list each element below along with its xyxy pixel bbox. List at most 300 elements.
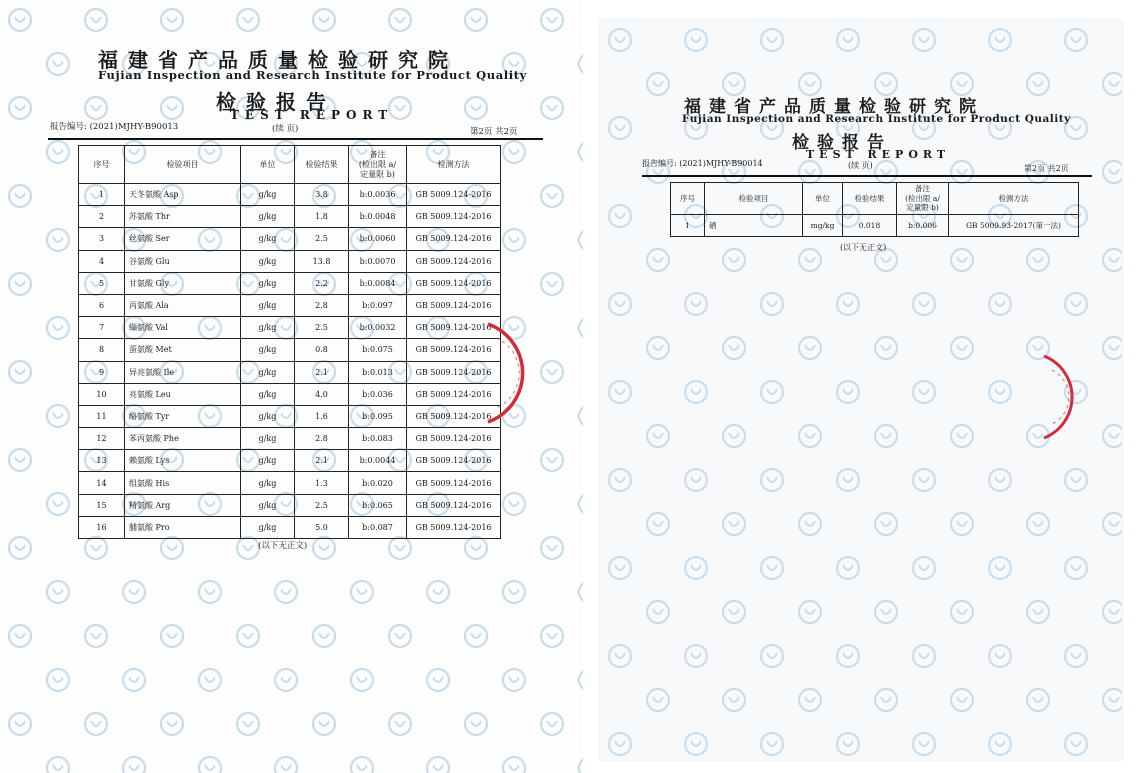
watermark-logo-icon — [47, 141, 69, 163]
watermark-logo-icon — [579, 669, 583, 691]
watermark-logo-icon — [9, 713, 31, 735]
cell-no: 7 — [79, 317, 125, 339]
cell-remark: b:0.0060 — [349, 228, 407, 250]
watermark-logo-icon — [351, 669, 373, 691]
cell-method: GB 5009.124-2016 — [407, 494, 501, 516]
cell-no: 12 — [79, 428, 125, 450]
cell-unit: mg/kg — [803, 215, 843, 237]
header-col-no: 序号 — [671, 183, 705, 215]
cell-item: 亮氨酸 Leu — [125, 383, 241, 405]
watermark-logo-icon — [9, 537, 31, 559]
cell-unit: g/kg — [241, 405, 295, 427]
table-row — [79, 516, 501, 538]
watermark-logo-icon — [427, 757, 449, 773]
watermark-logo-icon — [1065, 557, 1087, 579]
cell-unit: g/kg — [241, 206, 295, 228]
cell-item: 精氨酸 Arg — [125, 494, 241, 516]
watermark-logo-icon — [389, 537, 411, 559]
watermark-logo-icon — [1103, 601, 1122, 623]
watermark-logo-icon — [1065, 293, 1087, 315]
watermark-logo-icon — [609, 381, 631, 403]
cell-item: 脯氨酸 Pro — [125, 516, 241, 538]
watermark-logo-icon — [799, 513, 821, 535]
watermark-logo-icon — [9, 9, 31, 31]
cell-result: 3.8 — [295, 184, 349, 206]
results-table — [670, 182, 1079, 237]
table-row — [79, 317, 501, 339]
watermark-logo-icon — [1065, 645, 1087, 667]
cell-no: 14 — [79, 472, 125, 494]
cell-no: 16 — [79, 516, 125, 538]
watermark-logo-icon — [161, 625, 183, 647]
watermark-logo-icon — [1103, 249, 1122, 271]
watermark-logo-icon — [761, 733, 783, 755]
watermark-logo-icon — [579, 405, 583, 427]
watermark-logo-icon — [541, 185, 563, 207]
cell-method: GB 5009.93-2017(第一法) — [949, 215, 1079, 237]
watermark-logo-icon — [9, 625, 31, 647]
institute-name-cn: 福建省产品质量检验研究院 — [98, 48, 458, 72]
watermark-logo-icon — [1103, 425, 1122, 447]
watermark-logo-icon — [951, 249, 973, 271]
watermark-logo-icon — [609, 469, 631, 491]
cell-remark: b:0.087 — [349, 516, 407, 538]
watermark-logo-icon — [723, 601, 745, 623]
cell-result: 0.018 — [843, 215, 897, 237]
cell-item: 异亮氨酸 Ile — [125, 361, 241, 383]
cell-item: 赖氨酸 Lys — [125, 450, 241, 472]
cell-unit: g/kg — [241, 516, 295, 538]
header-col-unit: 单位 — [241, 146, 295, 184]
watermark-logo-icon — [427, 669, 449, 691]
watermark-logo-icon — [761, 645, 783, 667]
cell-item: 苯丙氨酸 Phe — [125, 428, 241, 450]
watermark-logo-icon — [685, 293, 707, 315]
watermark-logo-icon — [9, 449, 31, 471]
watermark-logo-icon — [237, 9, 259, 31]
watermark-logo-icon — [1027, 689, 1049, 711]
watermark-logo-icon — [541, 713, 563, 735]
watermark-logo-icon — [351, 757, 373, 773]
table-row — [79, 472, 501, 494]
watermark-logo-icon — [951, 689, 973, 711]
watermark-logo-icon — [47, 405, 69, 427]
watermark-logo-icon — [465, 97, 487, 119]
report-page-right — [600, 20, 1122, 760]
cell-method: GB 5009.124-2016 — [407, 184, 501, 206]
official-seal-stamp — [1040, 352, 1080, 442]
watermark-logo-icon — [609, 29, 631, 51]
table-row — [79, 250, 501, 272]
cell-unit: g/kg — [241, 250, 295, 272]
cell-item: 天冬氨酸 Asp — [125, 184, 241, 206]
watermark-logo-icon — [47, 229, 69, 251]
cell-no: 9 — [79, 361, 125, 383]
header-col-no: 序号 — [79, 146, 125, 184]
watermark-logo-icon — [685, 645, 707, 667]
cell-result: 2.5 — [295, 228, 349, 250]
watermark-logo-icon — [1027, 513, 1049, 535]
watermark-logo-icon — [47, 669, 69, 691]
table-row — [79, 339, 501, 361]
watermark-logo-icon — [609, 557, 631, 579]
cell-result: 13.8 — [295, 250, 349, 272]
cell-method: GB 5009.124-2016 — [407, 206, 501, 228]
cell-unit: g/kg — [241, 472, 295, 494]
cell-no: 6 — [79, 294, 125, 316]
watermark-logo-icon — [503, 141, 525, 163]
table-row — [79, 361, 501, 383]
watermark-logo-icon — [723, 513, 745, 535]
header-col-item: 检验项目 — [705, 183, 803, 215]
watermark-logo-icon — [503, 669, 525, 691]
watermark-logo-icon — [541, 449, 563, 471]
cell-unit: g/kg — [241, 272, 295, 294]
watermark-logo-icon — [313, 713, 335, 735]
watermark-logo-icon — [503, 229, 525, 251]
header-col-method: 检测方法 — [949, 183, 1079, 215]
cell-remark: b:0.036 — [349, 383, 407, 405]
watermark-logo-icon — [1103, 73, 1122, 95]
watermark-logo-icon — [579, 229, 583, 251]
watermark-logo-icon — [9, 185, 31, 207]
cell-item: 硒 — [705, 215, 803, 237]
watermark-logo-icon — [541, 537, 563, 559]
watermark-logo-icon — [47, 493, 69, 515]
watermark-logo-icon — [875, 425, 897, 447]
watermark-logo-icon — [723, 425, 745, 447]
cell-item: 组氨酸 His — [125, 472, 241, 494]
watermark-logo-icon — [723, 337, 745, 359]
watermark-logo-icon — [989, 733, 1011, 755]
watermark-logo-icon — [951, 161, 973, 183]
watermark-logo-icon — [465, 713, 487, 735]
watermark-logo-icon — [85, 9, 107, 31]
cell-no: 1 — [671, 215, 705, 237]
watermark-logo-icon — [609, 733, 631, 755]
watermark-logo-icon — [9, 97, 31, 119]
cell-method: GB 5009.124-2016 — [407, 228, 501, 250]
watermark-logo-icon — [837, 645, 859, 667]
watermark-logo-icon — [503, 493, 525, 515]
header-col-method: 检测方法 — [407, 146, 501, 184]
cell-result: 1.8 — [295, 206, 349, 228]
watermark-logo-icon — [85, 625, 107, 647]
cell-result: 5.0 — [295, 516, 349, 538]
watermark-logo-icon — [465, 625, 487, 647]
watermark-logo-icon — [875, 513, 897, 535]
header-rule — [642, 175, 1092, 177]
cell-remark: b:0.0036 — [349, 184, 407, 206]
cell-method: GB 5009.124-2016 — [407, 317, 501, 339]
cell-method: GB 5009.124-2016 — [407, 428, 501, 450]
watermark-logo-icon — [951, 337, 973, 359]
table-row — [79, 405, 501, 427]
watermark-logo-icon — [837, 293, 859, 315]
results-table — [78, 145, 501, 539]
watermark-logo-icon — [275, 669, 297, 691]
watermark-logo-icon — [275, 581, 297, 603]
watermark-logo-icon — [161, 713, 183, 735]
cell-result: 2.8 — [295, 294, 349, 316]
watermark-logo-icon — [723, 249, 745, 271]
table-row — [79, 228, 501, 250]
watermark-logo-icon — [989, 645, 1011, 667]
watermark-logo-icon — [579, 141, 583, 163]
report-number: 报告编号: (2021)MJHY-B90013 — [50, 122, 179, 132]
cell-result: 4.0 — [295, 383, 349, 405]
watermark-logo-icon — [465, 9, 487, 31]
watermark-logo-icon — [541, 361, 563, 383]
cell-remark: b:0.0084 — [349, 272, 407, 294]
cell-unit: g/kg — [241, 494, 295, 516]
watermark-logo-icon — [161, 537, 183, 559]
watermark-logo-icon — [761, 381, 783, 403]
watermark-logo-icon — [47, 317, 69, 339]
watermark-logo-icon — [609, 205, 631, 227]
watermark-logo-icon — [1027, 249, 1049, 271]
watermark-logo-icon — [837, 381, 859, 403]
watermark-logo-icon — [541, 97, 563, 119]
watermark-logo-icon — [913, 381, 935, 403]
cell-no: 8 — [79, 339, 125, 361]
cell-remark: b:0.0032 — [349, 317, 407, 339]
watermark-logo-icon — [647, 601, 669, 623]
watermark-logo-icon — [951, 513, 973, 535]
cell-unit: g/kg — [241, 383, 295, 405]
report-title-en: TEST REPORT — [230, 108, 394, 122]
watermark-logo-icon — [199, 669, 221, 691]
table-row — [79, 294, 501, 316]
watermark-logo-icon — [951, 425, 973, 447]
header-col-item: 检验项目 — [125, 146, 241, 184]
watermark-logo-icon — [799, 425, 821, 447]
watermark-logo-icon — [503, 581, 525, 603]
cell-result: 2.2 — [295, 272, 349, 294]
cell-no: 2 — [79, 206, 125, 228]
end-of-text-note: (以下无正文) — [258, 541, 308, 551]
watermark-logo-icon — [541, 273, 563, 295]
cell-no: 10 — [79, 383, 125, 405]
cell-no: 15 — [79, 494, 125, 516]
watermark-logo-icon — [799, 161, 821, 183]
watermark-logo-icon — [313, 625, 335, 647]
watermark-logo-icon — [1065, 733, 1087, 755]
watermark-logo-icon — [989, 381, 1011, 403]
cell-unit: g/kg — [241, 428, 295, 450]
cell-no: 1 — [79, 184, 125, 206]
watermark-logo-icon — [47, 581, 69, 603]
watermark-logo-icon — [47, 757, 69, 773]
watermark-logo-icon — [875, 337, 897, 359]
cell-unit: g/kg — [241, 339, 295, 361]
watermark-logo-icon — [237, 713, 259, 735]
cell-remark: b:0.0044 — [349, 450, 407, 472]
official-seal-stamp — [482, 318, 542, 428]
watermark-logo-icon — [799, 249, 821, 271]
cell-remark: b:0.020 — [349, 472, 407, 494]
cell-method: GB 5009.124-2016 — [407, 272, 501, 294]
watermark-logo-icon — [313, 537, 335, 559]
watermark-logo-icon — [237, 537, 259, 559]
watermark-logo-icon — [199, 581, 221, 603]
watermark-logo-icon — [579, 581, 583, 603]
table-row — [79, 428, 501, 450]
watermark-logo-icon — [647, 425, 669, 447]
cell-remark: b:0.095 — [349, 405, 407, 427]
cell-remark: b:0.097 — [349, 294, 407, 316]
cell-item: 苏氨酸 Thr — [125, 206, 241, 228]
table-row — [79, 184, 501, 206]
cell-remark: b:0.065 — [349, 494, 407, 516]
report-title-cn: 检验报告 — [216, 90, 336, 114]
watermark-logo-icon — [1103, 689, 1122, 711]
watermark-logo-icon — [913, 645, 935, 667]
cell-no: 5 — [79, 272, 125, 294]
cell-method: GB 5009.124-2016 — [407, 383, 501, 405]
watermark-logo-icon — [313, 9, 335, 31]
watermark-logo-icon — [837, 469, 859, 491]
cell-no: 4 — [79, 250, 125, 272]
cell-method: GB 5009.124-2016 — [407, 450, 501, 472]
watermark-logo-icon — [761, 557, 783, 579]
cell-remark: b:0.0070 — [349, 250, 407, 272]
cell-remark: b:0.006 — [897, 215, 949, 237]
watermark-logo-icon — [237, 625, 259, 647]
watermark-logo-icon — [579, 53, 583, 75]
watermark-logo-icon — [989, 557, 1011, 579]
watermark-logo-icon — [951, 601, 973, 623]
watermark-logo-icon — [875, 689, 897, 711]
watermark-logo-icon — [503, 757, 525, 773]
watermark-logo-icon — [647, 689, 669, 711]
header-col-remark: 备注 (检出限 a/ 定量限 b) — [349, 146, 407, 184]
watermark-logo-icon — [123, 669, 145, 691]
cell-method: GB 5009.124-2016 — [407, 294, 501, 316]
watermark-logo-icon — [465, 537, 487, 559]
report-number: 报告编号: (2021)MJHY-B90014 — [642, 159, 763, 168]
cell-unit: g/kg — [241, 184, 295, 206]
watermark-logo-icon — [427, 581, 449, 603]
continued-label: (续 页) — [848, 161, 873, 170]
watermark-logo-icon — [913, 469, 935, 491]
watermark-logo-icon — [609, 293, 631, 315]
page-indicator: 第2页 共2页 — [1024, 164, 1069, 173]
header-rule — [48, 138, 543, 140]
watermark-logo-icon — [1027, 601, 1049, 623]
watermark-logo-icon — [541, 625, 563, 647]
table-row — [79, 206, 501, 228]
cell-unit: g/kg — [241, 317, 295, 339]
header-col-remark: 备注 (检出限 a/ 定量限 b) — [897, 183, 949, 215]
cell-method: GB 5009.124-2016 — [407, 250, 501, 272]
cell-method: GB 5009.124-2016 — [407, 361, 501, 383]
header-col-unit: 单位 — [803, 183, 843, 215]
watermark-logo-icon — [761, 469, 783, 491]
watermark-logo-icon — [685, 557, 707, 579]
watermark-logo-icon — [913, 557, 935, 579]
watermark-logo-icon — [837, 557, 859, 579]
watermark-logo-icon — [161, 9, 183, 31]
table-row — [79, 450, 501, 472]
watermark-logo-icon — [799, 337, 821, 359]
watermark-logo-icon — [579, 757, 583, 773]
institute-name-en: Fujian Inspection and Research Institute for Product Quality — [98, 68, 527, 82]
watermark-logo-icon — [541, 9, 563, 31]
watermark-logo-icon — [913, 293, 935, 315]
table-row — [79, 272, 501, 294]
cell-unit: g/kg — [241, 450, 295, 472]
table-row — [79, 494, 501, 516]
report-title-en: TEST REPORT — [806, 148, 951, 161]
watermark-logo-icon — [685, 469, 707, 491]
cell-remark: b:0.013 — [349, 361, 407, 383]
watermark-logo-icon — [47, 53, 69, 75]
watermark-logo-icon — [389, 9, 411, 31]
watermark-logo-icon — [85, 537, 107, 559]
watermark-logo-icon — [1103, 161, 1122, 183]
report-title-cn: 检验报告 — [792, 133, 892, 153]
cell-method: GB 5009.124-2016 — [407, 472, 501, 494]
watermark-logo-icon — [275, 757, 297, 773]
watermark-logo-icon — [9, 361, 31, 383]
watermark-logo-icon — [685, 381, 707, 403]
watermark-logo-icon — [799, 689, 821, 711]
watermark-logo-icon — [161, 97, 183, 119]
cell-unit: g/kg — [241, 294, 295, 316]
watermark-logo-icon — [85, 713, 107, 735]
cell-result: 1.3 — [295, 472, 349, 494]
watermark-logo-icon — [609, 645, 631, 667]
watermark-logo-icon — [647, 513, 669, 535]
watermark-logo-icon — [685, 29, 707, 51]
watermark-logo-icon — [685, 733, 707, 755]
watermark-logo-icon — [85, 97, 107, 119]
cell-item: 缬氨酸 Val — [125, 317, 241, 339]
watermark-logo-icon — [989, 29, 1011, 51]
watermark-logo-icon — [799, 601, 821, 623]
watermark-logo-icon — [1065, 469, 1087, 491]
cell-result: 1.6 — [295, 405, 349, 427]
cell-no: 11 — [79, 405, 125, 427]
cell-item: 丙氨酸 Ala — [125, 294, 241, 316]
cell-item: 蛋氨酸 Met — [125, 339, 241, 361]
watermark-logo-icon — [723, 689, 745, 711]
cell-item: 谷氨酸 Glu — [125, 250, 241, 272]
watermark-logo-icon — [647, 249, 669, 271]
watermark-logo-icon — [913, 29, 935, 51]
header-col-result: 检验结果 — [843, 183, 897, 215]
cell-result: 2.5 — [295, 494, 349, 516]
cell-method: GB 5009.124-2016 — [407, 405, 501, 427]
watermark-logo-icon — [9, 273, 31, 295]
watermark-logo-icon — [647, 73, 669, 95]
cell-method: GB 5009.124-2016 — [407, 339, 501, 361]
watermark-logo-icon — [761, 29, 783, 51]
watermark-logo-icon — [1065, 29, 1087, 51]
watermark-logo-icon — [1103, 337, 1122, 359]
cell-item: 丝氨酸 Ser — [125, 228, 241, 250]
cell-unit: g/kg — [241, 361, 295, 383]
table-row — [79, 383, 501, 405]
cell-remark: b:0.083 — [349, 428, 407, 450]
cell-remark: b:0.0048 — [349, 206, 407, 228]
watermark-logo-icon — [579, 317, 583, 339]
cell-result: 2.1 — [295, 361, 349, 383]
cell-result: 2.5 — [295, 317, 349, 339]
end-of-text-note: (以下无正文) — [840, 243, 887, 252]
cell-no: 3 — [79, 228, 125, 250]
